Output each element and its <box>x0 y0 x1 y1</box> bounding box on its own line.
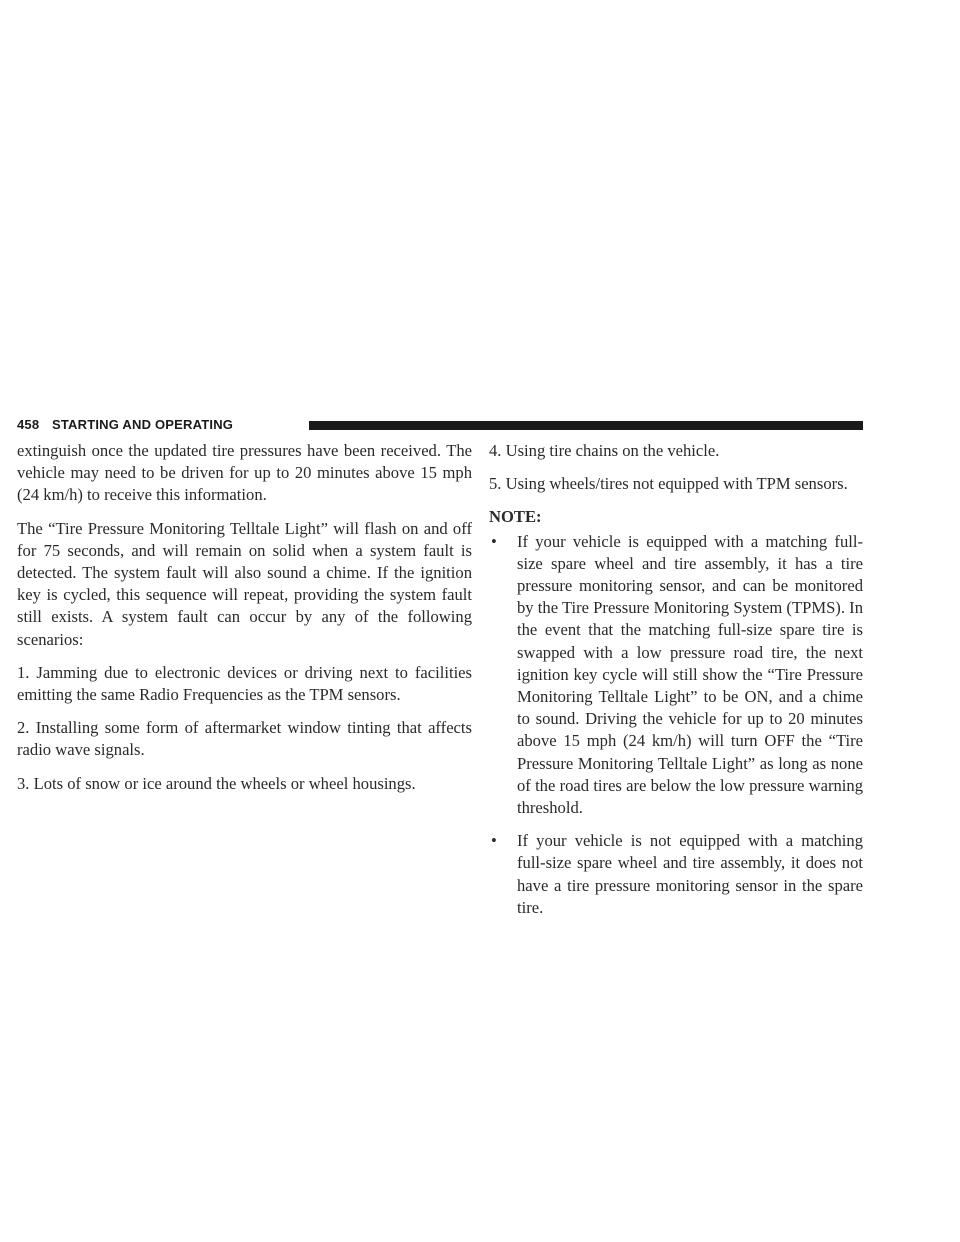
scenario-item: 1. Jamming due to electronic devices or driving next to facilities emitting the same Radio Frequencies as the TPM sensors. <box>17 662 472 705</box>
scenario-item: 3. Lots of snow or ice around the wheels or wheel housings. <box>17 773 416 793</box>
bullet-text: If your vehicle is not equipped with a matching full-size spare wheel and tire assembly, it does not have a tire pressure monitoring sensor in the spare tire. <box>517 831 863 917</box>
scenario-item: 5. Using wheels/tires not equipped with TPM sensors. <box>489 474 848 494</box>
left-column <box>17 440 472 806</box>
header-rule <box>309 421 863 430</box>
section-title: STARTING AND OPERATING <box>52 417 234 432</box>
page-header <box>17 417 863 433</box>
bullet-text: If your vehicle is equipped with a matching full-size spare wheel and tire assembly, it has a tire pressure monitoring sensor, and can be monitored by the Tire Pressure Monitoring System (TPMS). In the event that the matching full-size spare tire is swapped with a low pressure road tire, the next ignition key cycle will still show the “Tire Pressure Monitoring Telltale Light” to be ON, and a chime to sound. Driving the vehicle for up to 20 minutes above 15 mph (24 km/h) will turn OFF the “Tire Pressure Monitoring Telltale Light” as long as none of the road tires are below the low pressure warning threshold. <box>517 531 863 818</box>
paragraph: extinguish once the updated tire pressures have been received. The vehicle may need to be driven for up to 20 minutes above 15 mph (24 km/h) to receive this information. <box>17 441 472 505</box>
paragraph: The “Tire Pressure Monitoring Telltale Light” will flash on and off for 75 seconds, and will remain on solid when a system fault is detected. The system fault will also sound a chime. If the ignition key is cycled, this sequence will repeat, providing the system fault still exists. A system fault can occur by any of the following scenarios: <box>17 518 472 649</box>
bullet-icon: • <box>491 831 497 851</box>
right-column <box>489 440 863 930</box>
page-number: 458 <box>17 417 40 432</box>
note-bullet <box>489 531 863 820</box>
note-bullet <box>489 830 863 919</box>
scenario-item: 2. Installing some form of aftermarket window tinting that affects radio wave signals. <box>17 718 472 760</box>
bullet-icon: • <box>491 531 497 551</box>
scenario-item: 4. Using tire chains on the vehicle. <box>489 441 720 460</box>
note-label: NOTE: <box>489 507 542 527</box>
